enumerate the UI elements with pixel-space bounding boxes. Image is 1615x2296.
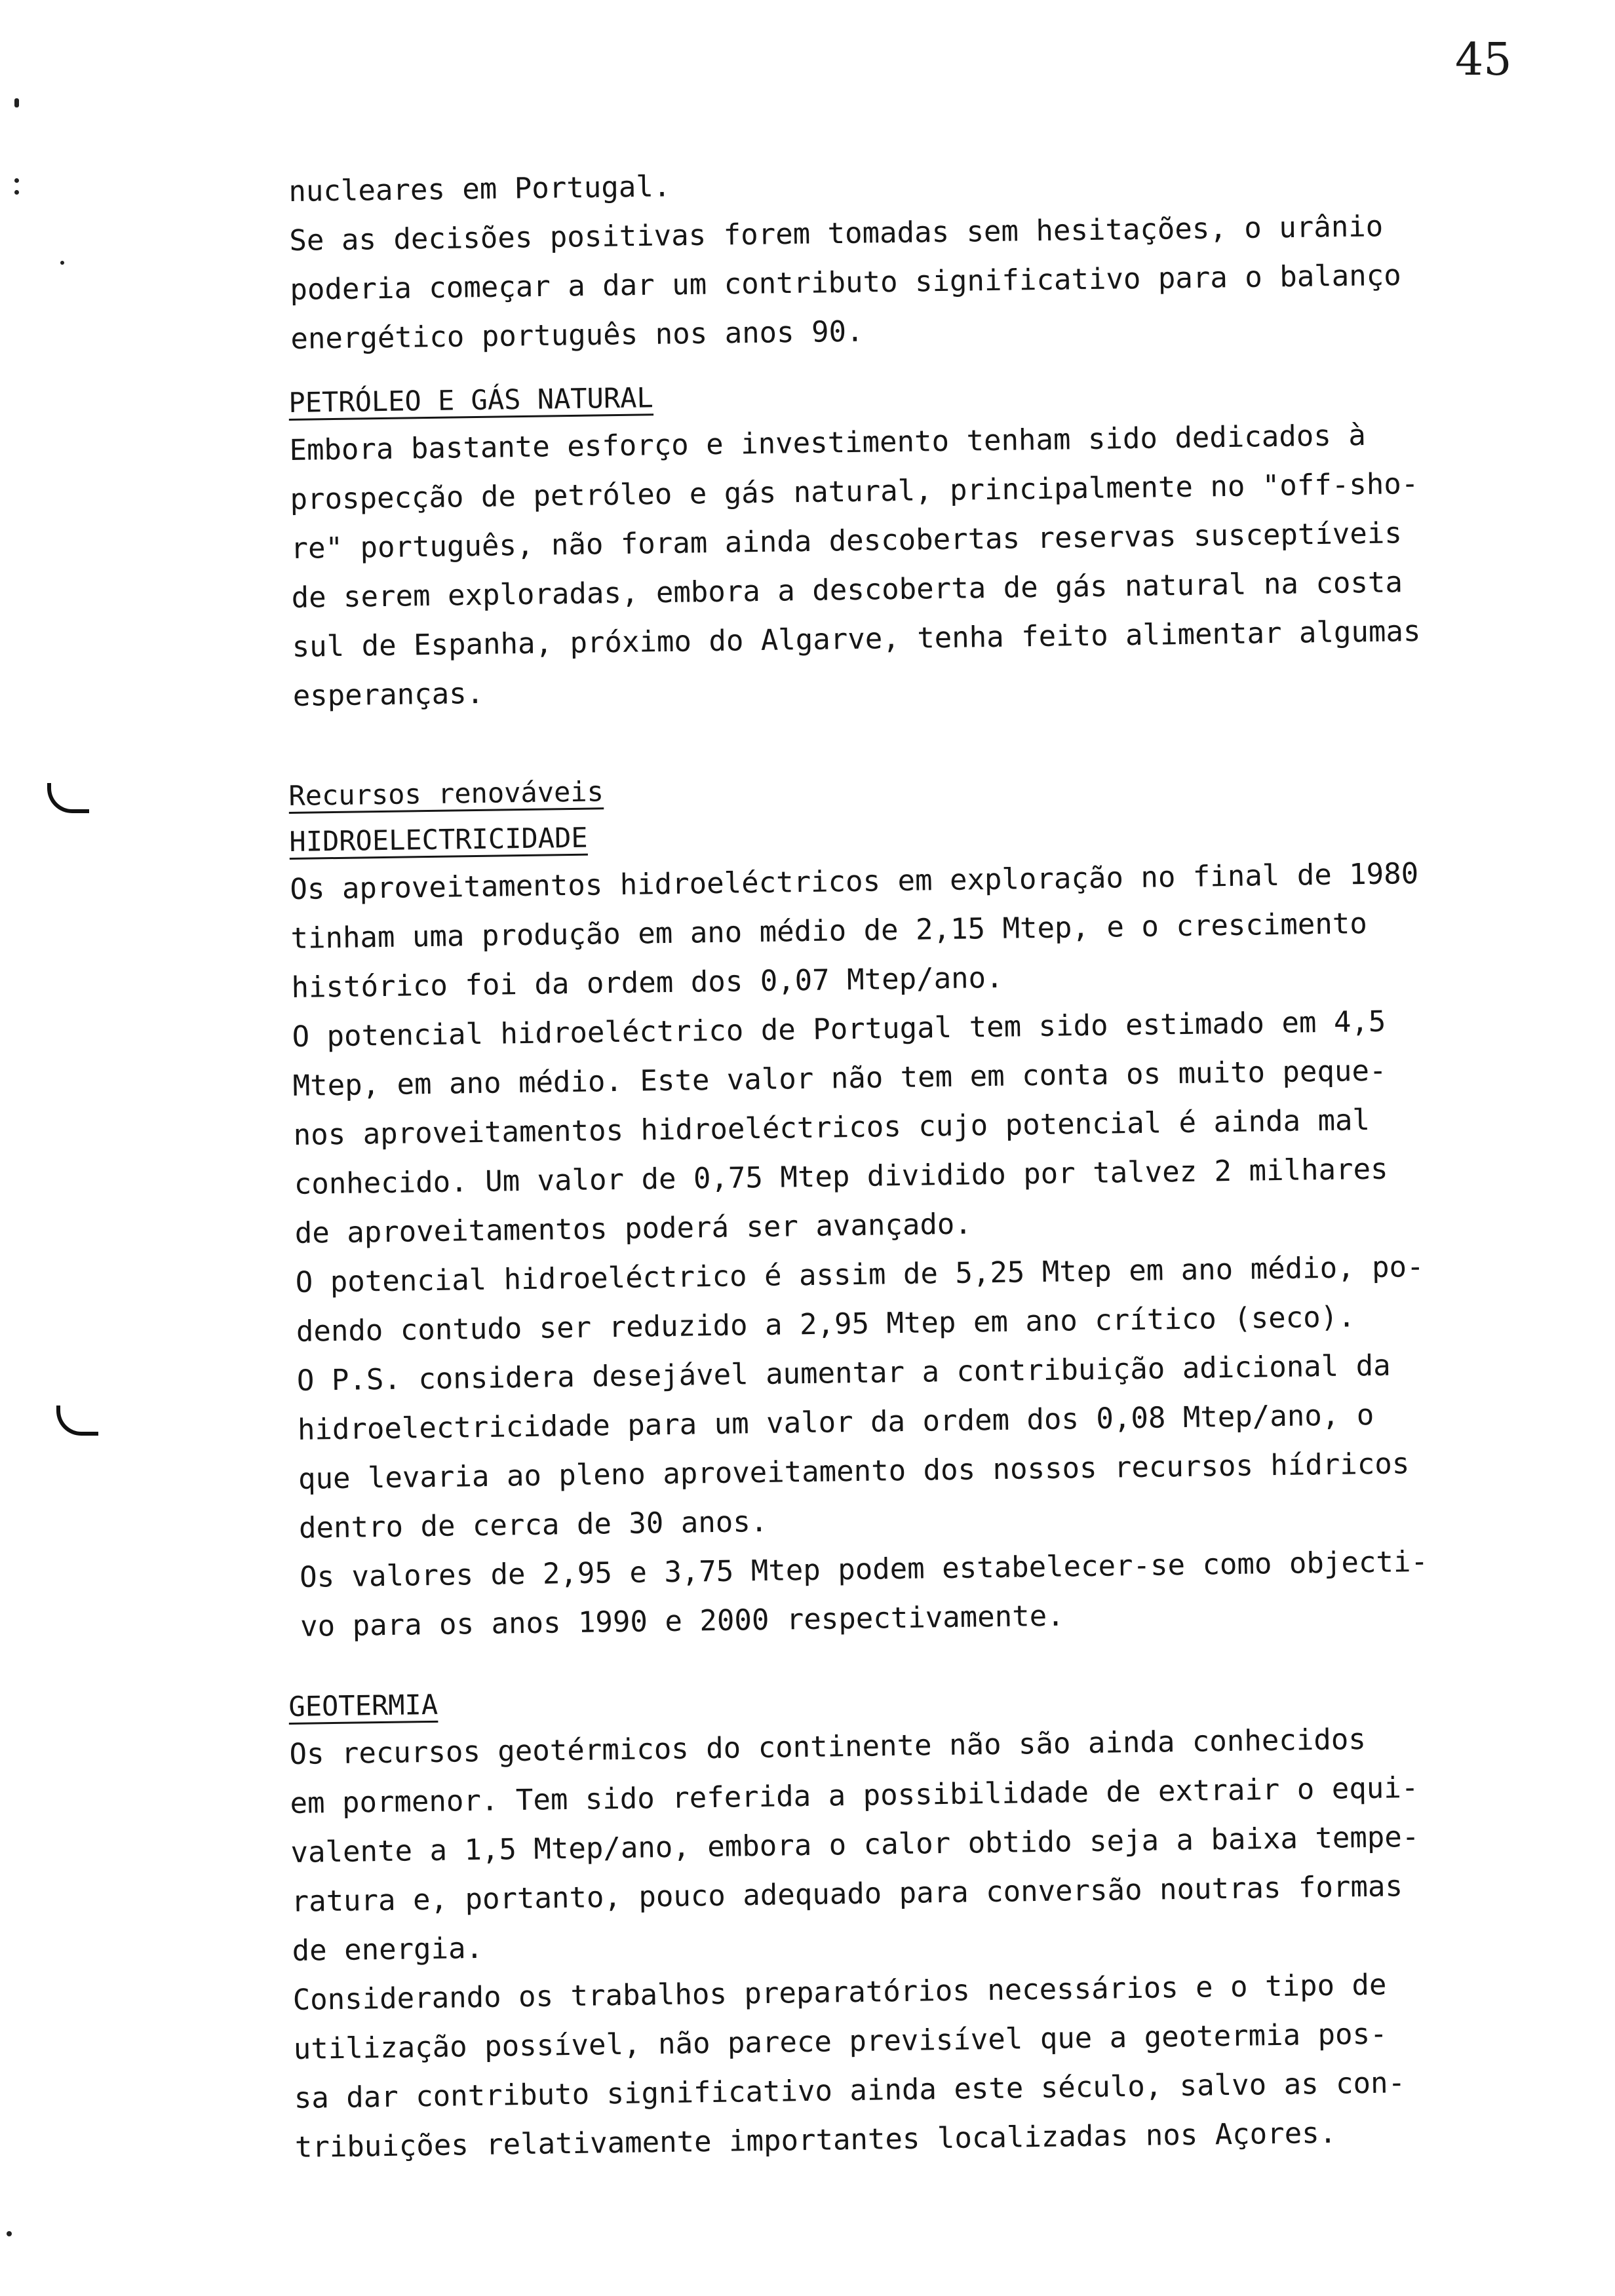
margin-dot <box>14 178 19 183</box>
page-number: 45 <box>1455 34 1512 86</box>
section-petroleo <box>288 362 1591 721</box>
text-line: O potencial hidroeléctrico de Portugal tem sido estimado em 4,5 <box>292 1004 1386 1054</box>
text-line: conhecido. Um valor de 0,75 Mtep dividido por talvez 2 milhares <box>294 1152 1388 1201</box>
text-line: utilização possível, não parece previsível que a geotermia pos- <box>293 2017 1388 2066</box>
text-line: re" português, não foram ainda descobertas reservas susceptíveis <box>290 516 1403 565</box>
text-line: O potencial hidroeléctrico é assim de 5,25 Mtep em ano médio, po- <box>295 1250 1424 1299</box>
section-heading-renovaveis: Recursos renováveis <box>288 775 604 812</box>
text-line: Considerando os trabalhos preparatórios necessários e o tipo de <box>292 1968 1387 2017</box>
intro-paragraph <box>288 150 1589 364</box>
text-line: sul de Espanha, próximo do Algarve, tenha feito alimentar algumas <box>292 614 1421 664</box>
margin-dot <box>60 261 64 265</box>
text-line: nucleares em Portugal. <box>288 170 671 208</box>
text-line: poderia começar a dar um contributo significativo para o balanço <box>290 258 1402 307</box>
text-line: dendo contudo ser reduzido a 2,95 Mtep em ano crítico (seco). <box>296 1300 1356 1349</box>
margin-dot <box>7 2231 12 2236</box>
margin-dot <box>14 98 19 107</box>
text-line: dentro de cerca de 30 anos. <box>298 1504 768 1545</box>
text-line: tinham uma produção em ano médio de 2,15 Mtep, e o crescimento <box>290 907 1368 955</box>
text-line: de serem exploradas, embora a descoberta de gás natural na costa <box>291 565 1403 615</box>
section-renovaveis <box>288 755 1599 1651</box>
text-line: Embora bastante esforço e investimento tenham sido dedicados à <box>289 419 1367 467</box>
text-line: valente a 1,5 Mtep/ano, embora o calor obtido seja a baixa tempe- <box>290 1820 1420 1869</box>
text-line: em pormenor. Tem sido referida a possibilidade de extrair o equi- <box>290 1770 1419 1820</box>
section-heading-petroleo: PETRÓLEO E GÁS NATURAL <box>288 381 654 419</box>
text-line: que levaria ao pleno aproveitamento dos nossos recursos hídricos <box>298 1447 1410 1496</box>
text-line: hidroelectricidade para um valor da ordem dos 0,08 Mtep/ano, o <box>297 1398 1374 1447</box>
text-line: sa dar contributo significativo ainda este século, salvo as con- <box>294 2066 1406 2115</box>
text-line: vo para os anos 1990 e 2000 respectivamente. <box>300 1599 1065 1643</box>
text-line: Os valores de 2,95 e 3,75 Mtep podem estabelecer-se como objecti- <box>299 1544 1429 1594</box>
section-geotermia <box>288 1666 1593 2172</box>
text-line: histórico foi da ordem dos 0,07 Mtep/ano. <box>291 961 1003 1004</box>
text-line: ratura e, portanto, pouco adequado para conversão noutras formas <box>291 1869 1403 1919</box>
text-line: Os recursos geotérmicos do continente não são ainda conhecidos <box>289 1723 1367 1771</box>
text-line: O P.S. considera desejável aumentar a contribuição adicional da <box>296 1349 1391 1398</box>
text-line: Mtep, em ano médio. Este valor não tem em conta os muito peque- <box>292 1054 1387 1103</box>
section-heading-geotermia: GEOTERMIA <box>288 1688 438 1723</box>
text-line: tribuições relativamente importantes localizadas nos Açores. <box>294 2116 1337 2164</box>
text-line: esperanças. <box>292 676 484 713</box>
margin-dot <box>14 190 19 195</box>
text-line: Se as decisões positivas forem tomadas sem hesitações, o urânio <box>289 210 1384 258</box>
margin-bracket <box>47 783 89 813</box>
margin-bracket <box>56 1406 98 1436</box>
text-line: de aproveitamentos poderá ser avançado. <box>294 1207 973 1250</box>
text-line: nos aproveitamentos hidroeléctricos cujo potencial é ainda mal <box>293 1103 1371 1152</box>
text-line: de energia. <box>292 1931 484 1968</box>
text-line: Os aproveitamentos hidroeléctricos em exploração no final de 1980 <box>290 856 1419 906</box>
text-line: prospecção de petróleo e gás natural, principalmente no "off-sho- <box>290 467 1419 516</box>
text-line: energético português nos anos 90. <box>290 315 864 356</box>
subsection-heading-hidroelectricidade: HIDROELECTRICIDADE <box>289 821 588 858</box>
